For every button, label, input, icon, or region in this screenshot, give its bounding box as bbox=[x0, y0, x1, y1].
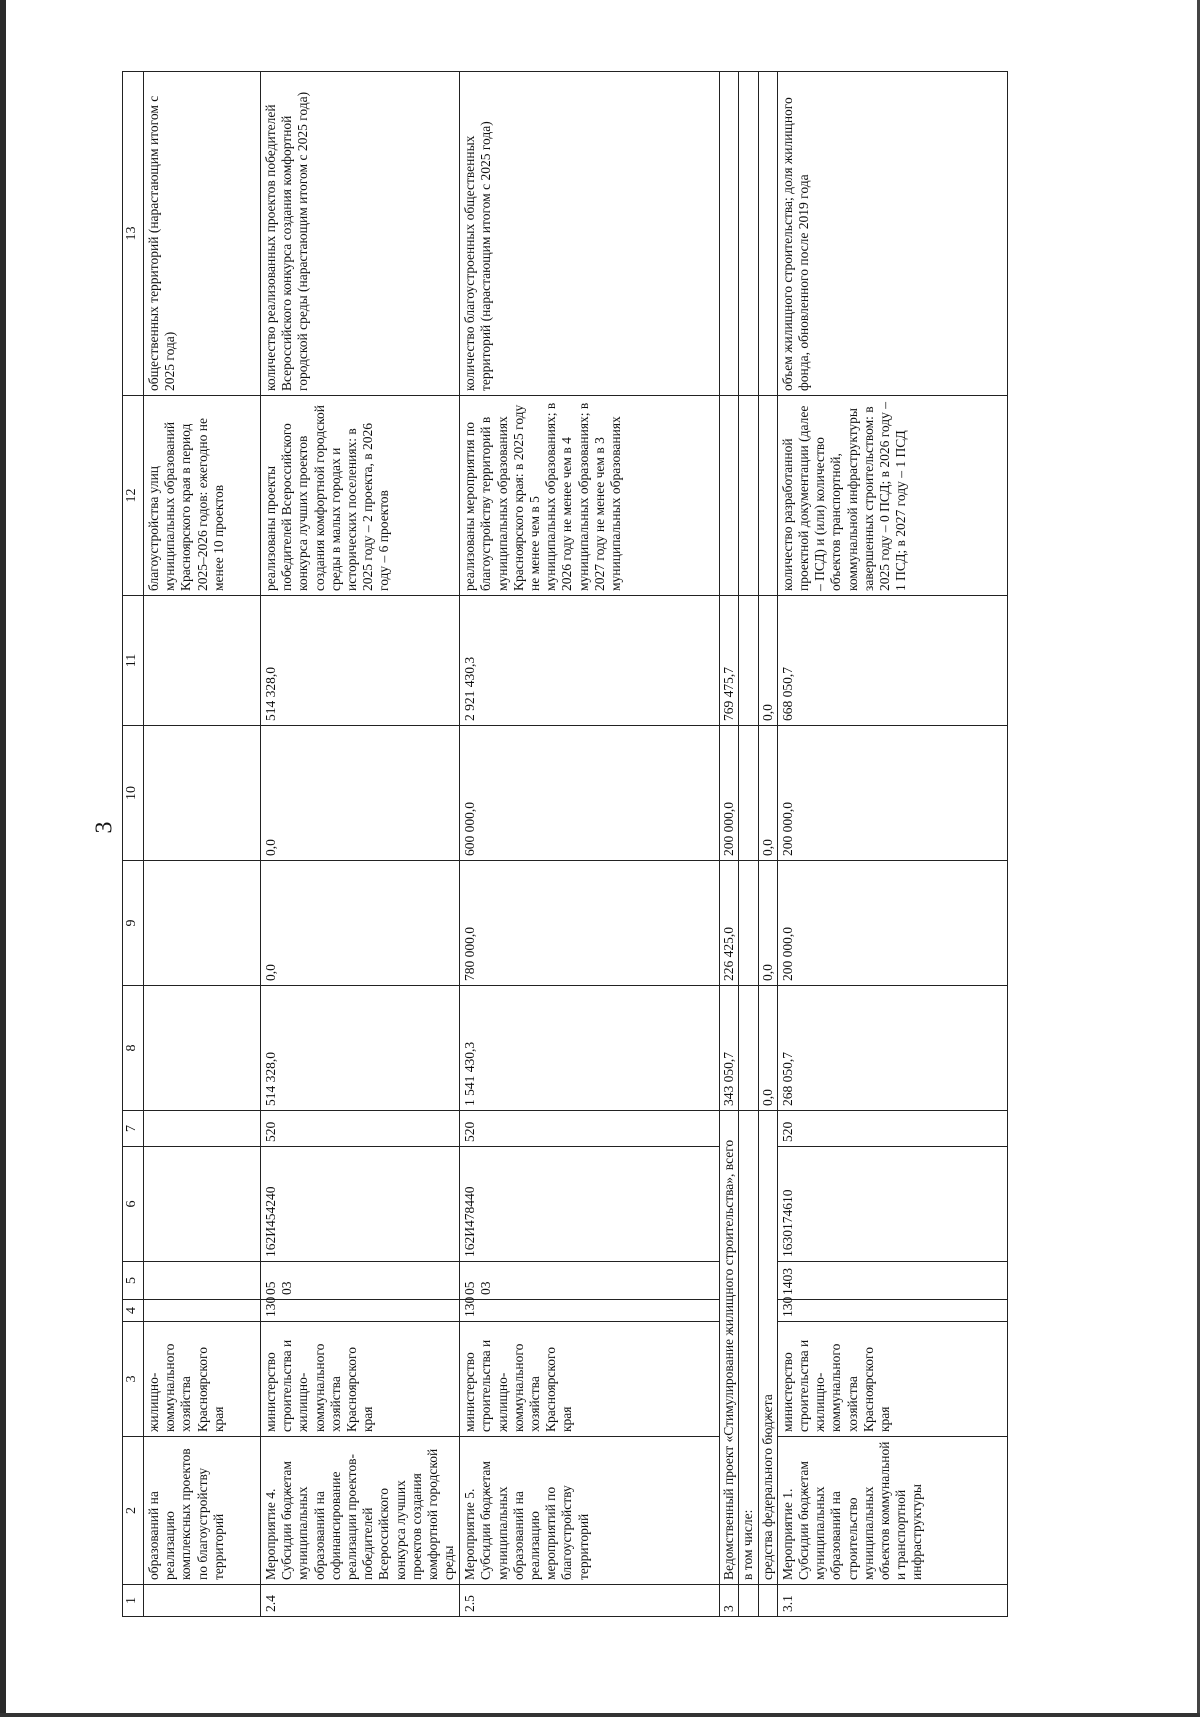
cell-grbs: 130 bbox=[261, 1300, 460, 1322]
header-cell: 6 bbox=[123, 1147, 144, 1262]
cell-value-2026 bbox=[739, 861, 758, 986]
cell-target-code: 162И478440 bbox=[460, 1147, 720, 1262]
table-row-2-4 bbox=[261, 72, 460, 1617]
header-cell: 11 bbox=[123, 596, 144, 726]
including-label: в том числе: bbox=[739, 1111, 758, 1585]
cell-number: 2.5 bbox=[460, 1585, 720, 1617]
cell-number bbox=[739, 1585, 758, 1617]
cell-indicator: объем жилищного строительства; доля жилищного фонда, обновленного после 2019 года bbox=[777, 72, 1007, 396]
scan-bottom-edge bbox=[0, 1713, 1200, 1717]
project-total-row bbox=[720, 72, 739, 1617]
header-cell: 12 bbox=[123, 396, 144, 596]
cell-executor: министерство строительства и жилищно-коммунального хозяйства Красноярского края bbox=[460, 1322, 720, 1437]
cell-value-2027: 200 000,0 bbox=[777, 726, 1007, 861]
cell-value-2025: 0,0 bbox=[758, 986, 777, 1111]
cell-number bbox=[758, 1585, 777, 1617]
page-number: 3 bbox=[91, 821, 118, 834]
header-cell: 7 bbox=[123, 1111, 144, 1147]
header-cell: 5 bbox=[123, 1262, 144, 1300]
cell-value-total: 769 475,7 bbox=[720, 596, 739, 726]
cell-value-2026: 200 000,0 bbox=[777, 861, 1007, 986]
header-cell: 9 bbox=[123, 861, 144, 986]
header-cell: 1 bbox=[123, 1585, 144, 1617]
cell-value-2026: 226 425,0 bbox=[720, 861, 739, 986]
cell-value-total: 2 921 430,3 bbox=[460, 596, 720, 726]
cell-result: реализованы проекты победителей Всероссийского конкурса лучших проектов создания комфортной городской среды в малых городах и исторических поселениях: в 2025 году – 2 проекта, в 2026 году – 6 проектов bbox=[261, 396, 460, 596]
cell-value-2025 bbox=[144, 986, 261, 1111]
cell-expense-type: 520 bbox=[460, 1111, 720, 1147]
cell-section bbox=[144, 1262, 261, 1300]
cell-value-total bbox=[739, 596, 758, 726]
scan-left-edge bbox=[0, 0, 6, 1717]
cell-result: реализованы мероприятия по благоустройству территорий в муниципальных образованиях Красноярского края: в 2025 году не менее чем в 5 муниципальных образованиях; в 2026 году не менее чем в 4 муниципальных образованиях; в 2027 году не менее чем в 3 муниципальных образованиях bbox=[460, 396, 720, 596]
cell-result: благоустройства улиц муниципальных образований Красноярского края в период 2025–2026 годов: ежегодно не менее 10 проектов bbox=[144, 396, 261, 596]
cell-number: 3.1 bbox=[777, 1585, 1007, 1617]
table-row-3-1 bbox=[777, 72, 1007, 1617]
cell-section: 05 03 bbox=[261, 1262, 460, 1300]
cell-expense-type: 520 bbox=[261, 1111, 460, 1147]
cell-name: образований на реализацию комплексных проектов по благоустройству территорий bbox=[144, 1437, 261, 1585]
cell-grbs: 130 bbox=[460, 1300, 720, 1322]
header-cell: 4 bbox=[123, 1300, 144, 1322]
cell-executor: министерство строительства и жилищно-коммунального хозяйства Красноярского края bbox=[261, 1322, 460, 1437]
cell-value-2027 bbox=[144, 726, 261, 861]
cell-executor: министерство строительства и жилищно-коммунального хозяйства Красноярского края bbox=[777, 1322, 1007, 1437]
cell-grbs: 130 bbox=[777, 1300, 1007, 1322]
cell-indicator bbox=[758, 72, 777, 396]
table-row-2-5 bbox=[460, 72, 720, 1617]
cell-value-2027: 200 000,0 bbox=[720, 726, 739, 861]
cell-indicator: количество благоустроенных общественных территорий (нарастающим итогом с 2025 года) bbox=[460, 72, 720, 396]
project-total-label: Ведомственный проект «Стимулирование жилищного строительства», всего bbox=[720, 1111, 739, 1585]
cell-name: Мероприятие 1. Субсидии бюджетам муниципальных образований на строительство муниципальных объектов коммунальной и транспортной инфраструктуры bbox=[777, 1437, 1007, 1585]
cell-name: Мероприятие 5. Субсидии бюджетам муниципальных образований на реализацию мероприятий по благоустройству территорий bbox=[460, 1437, 720, 1585]
header-cell: 10 bbox=[123, 726, 144, 861]
cell-executor: жилищно-коммунального хозяйства Красноярского края bbox=[144, 1322, 261, 1437]
table-row-continuation bbox=[144, 72, 261, 1617]
header-row bbox=[123, 72, 144, 1617]
cell-number bbox=[144, 1585, 261, 1617]
cell-value-total: 514 328,0 bbox=[261, 596, 460, 726]
cell-value-total bbox=[144, 596, 261, 726]
cell-indicator: общественных территорий (нарастающим итогом с 2025 года) bbox=[144, 72, 261, 396]
cell-value-2026: 0,0 bbox=[261, 861, 460, 986]
cell-target-code: 1630174610 bbox=[777, 1147, 1007, 1262]
cell-target-code bbox=[144, 1147, 261, 1262]
cell-value-2026 bbox=[144, 861, 261, 986]
cell-value-2026: 0,0 bbox=[758, 861, 777, 986]
cell-result bbox=[739, 396, 758, 596]
cell-value-2027: 600 000,0 bbox=[460, 726, 720, 861]
cell-target-code: 162И454240 bbox=[261, 1147, 460, 1262]
cell-value-2025 bbox=[739, 986, 758, 1111]
cell-result: количество разработанной проектной документации (далее – ПСД) и (или) количество объектов транспортной, коммунальной инфраструктуры завершенных строительством: в 2025 году – 0 ПСД; в 2026 году – 1 ПСД; в 2027 году – 1 ПСД bbox=[777, 396, 1007, 596]
cell-value-2026: 780 000,0 bbox=[460, 861, 720, 986]
cell-result bbox=[720, 396, 739, 596]
cell-name: Мероприятие 4. Субсидии бюджетам муниципальных образований на софинансирование реализации проектов-победителей Всероссийского конкурса лучших проектов создания комфортной городской среды bbox=[261, 1437, 460, 1585]
cell-value-2027: 0,0 bbox=[758, 726, 777, 861]
cell-number: 2.4 bbox=[261, 1585, 460, 1617]
header-cell: 13 bbox=[123, 72, 144, 396]
cell-value-total: 668 050,7 bbox=[777, 596, 1007, 726]
cell-expense-type bbox=[144, 1111, 261, 1147]
cell-value-2025: 1 541 430,3 bbox=[460, 986, 720, 1111]
header-cell: 2 bbox=[123, 1437, 144, 1585]
cell-number: 3 bbox=[720, 1585, 739, 1617]
rotated-table-container bbox=[122, 72, 1080, 1617]
cell-indicator: количество реализованных проектов победителей Всероссийского конкурса создания комфортной городской среды (нарастающим итогом с 2025 года) bbox=[261, 72, 460, 396]
cell-grbs bbox=[144, 1300, 261, 1322]
cell-value-total: 0,0 bbox=[758, 596, 777, 726]
federal-budget-label: средства федерального бюджета bbox=[758, 1111, 777, 1585]
cell-result bbox=[758, 396, 777, 596]
cell-value-2027: 0,0 bbox=[261, 726, 460, 861]
federal-budget-row bbox=[758, 72, 777, 1617]
including-row bbox=[739, 72, 758, 1617]
header-cell: 3 bbox=[123, 1322, 144, 1437]
cell-indicator bbox=[720, 72, 739, 396]
cell-value-2025: 268 050,7 bbox=[777, 986, 1007, 1111]
cell-value-2025: 343 050,7 bbox=[720, 986, 739, 1111]
cell-indicator bbox=[739, 72, 758, 396]
program-table bbox=[122, 71, 1008, 1617]
cell-value-2027 bbox=[739, 726, 758, 861]
header-cell: 8 bbox=[123, 986, 144, 1111]
cell-expense-type: 520 bbox=[777, 1111, 1007, 1147]
cell-section: 05 03 bbox=[460, 1262, 720, 1300]
cell-section: 1403 bbox=[777, 1262, 1007, 1300]
cell-value-2025: 514 328,0 bbox=[261, 986, 460, 1111]
